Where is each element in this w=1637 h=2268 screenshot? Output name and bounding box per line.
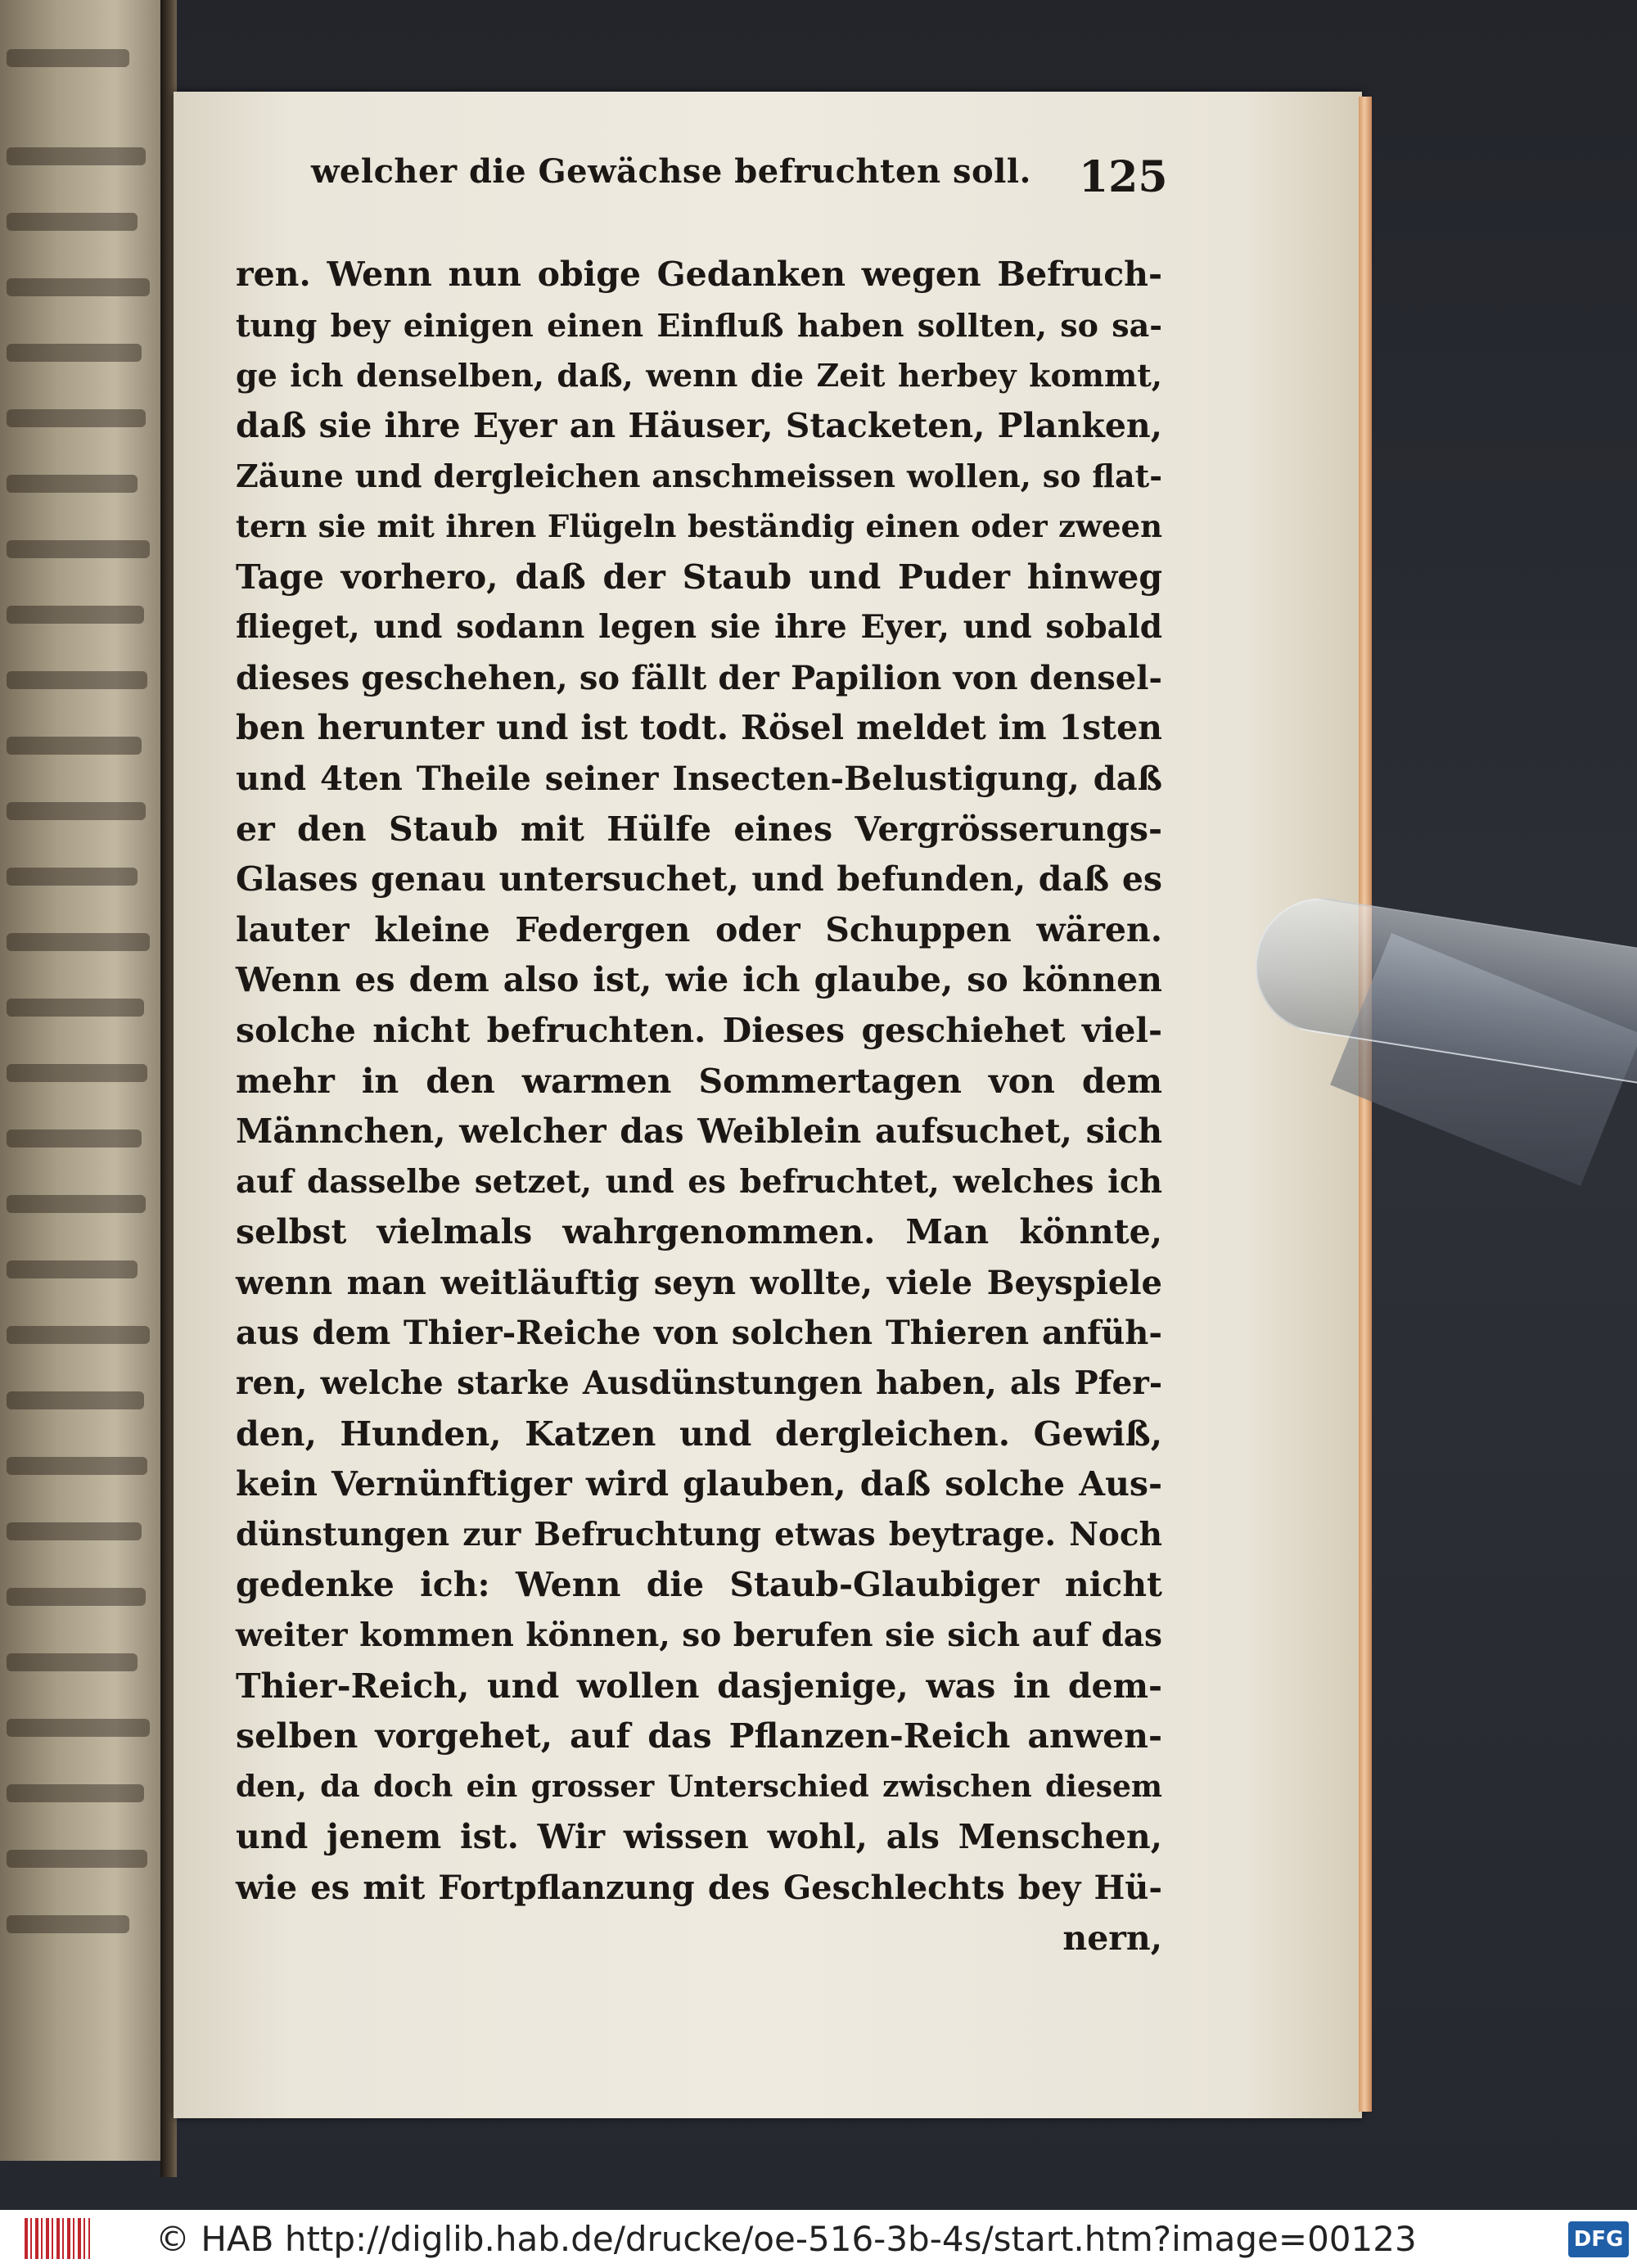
ghost-text: [7, 802, 146, 820]
text-line: tung bey einigen einen Einfluß haben sollten, so sa-: [236, 306, 1162, 344]
text-line: daß sie ihre Eyer an Häuser, Stacketen, Planken,: [236, 405, 1162, 445]
page-number: 125: [1079, 152, 1168, 202]
text-line: den, Hunden, Katzen und dergleichen. Gewiß,: [236, 1414, 1162, 1454]
ghost-text: [7, 1129, 142, 1148]
text-line: Männchen, welcher das Weiblein aufsuchet, sich: [236, 1111, 1162, 1152]
text-line: wie es mit Fortpflanzung des Geschlechts bey Hü-: [236, 1869, 1162, 1907]
text-line: gedenke ich: Wenn die Staub-Glaubiger nicht: [236, 1565, 1162, 1605]
text-line: aus dem Thier-Reiche von solchen Thieren anfüh-: [236, 1314, 1162, 1353]
copyright-link[interactable]: © HAB http://diglib.hab.de/drucke/oe-516-3b-4s/start.htm?image=00123: [156, 2219, 1417, 2259]
text-line: ren, welche starke Ausdünstungen haben, als Pfer-: [236, 1364, 1162, 1403]
page-edge: [1359, 97, 1372, 2112]
text-line: ge ich denselben, daß, wenn die Zeit herbey kommt,: [236, 357, 1162, 395]
ghost-text: [7, 213, 138, 231]
ghost-text: [7, 1195, 146, 1213]
text-line: mehr in den warmen Sommertagen von dem: [236, 1061, 1162, 1101]
text-line: Zäune und dergleichen anschmeissen wollen, so flat-: [236, 458, 1162, 495]
dfg-logo: DFG: [1568, 2221, 1629, 2257]
ghost-text: [7, 606, 144, 624]
ghost-text: [7, 475, 138, 493]
ghost-text: [7, 1457, 147, 1475]
text-line: ben herunter und ist todt. Rösel meldet im 1sten: [236, 708, 1162, 748]
ghost-text: [7, 933, 150, 951]
text-line: kein Vernünftiger wird glauben, daß solche Aus-: [236, 1464, 1162, 1504]
ghost-text: [7, 147, 146, 165]
ghost-text: [7, 999, 144, 1017]
text-line: den, da doch ein grosser Unterschied zwischen diesem: [236, 1769, 1162, 1804]
catchword: nern,: [1062, 1918, 1162, 1958]
footer-bar: [0, 2210, 1637, 2268]
text-line: ren. Wenn nun obige Gedanken wegen Befruch-: [236, 255, 1162, 294]
ghost-text: [7, 1915, 129, 1933]
ghost-text: [7, 1064, 147, 1082]
previous-page-edge: [0, 0, 167, 2161]
ghost-text: [7, 344, 142, 362]
ghost-text: [7, 1784, 144, 1802]
text-line: lauter kleine Federgen oder Schuppen wären.: [236, 909, 1162, 949]
text-line: Tage vorhero, daß der Staub und Puder hinweg: [236, 557, 1162, 597]
text-line: Glases genau untersuchet, und befunden, daß es: [236, 859, 1162, 900]
ghost-text: [7, 540, 150, 558]
barcode-icon: [25, 2218, 90, 2259]
text-line: und jenem ist. Wir wissen wohl, als Menschen,: [236, 1817, 1162, 1857]
text-line: Wenn es dem also ist, wie ich glaube, so können: [236, 960, 1162, 1000]
ghost-text: [7, 1588, 146, 1606]
text-line: er den Staub mit Hülfe eines Vergrösserungs-: [236, 809, 1162, 849]
text-line: tern sie mit ihren Flügeln beständig einen oder zween: [236, 507, 1162, 544]
text-line: selbst vielmals wahrgenommen. Man könnte,: [236, 1212, 1162, 1252]
ghost-text: [7, 278, 150, 296]
text-line: dünstungen zur Befruchtung etwas beytrage. Noch: [236, 1515, 1162, 1553]
ghost-text: [7, 1326, 150, 1344]
running-head: welcher die Gewächse befruchten soll.: [311, 152, 1031, 191]
ghost-text: [7, 409, 146, 427]
text-line: weiter kommen können, so berufen sie sich auf das: [236, 1616, 1162, 1655]
text-line: dieses geschehen, so fällt der Papilion von densel-: [236, 658, 1162, 697]
text-line: flieget, und sodann legen sie ihre Eyer, und sobald: [236, 608, 1162, 647]
text-line: selben vorgehet, auf das Pflanzen-Reich anwen-: [236, 1716, 1162, 1756]
text-line: Thier-Reich, und wollen dasjenige, was in dem-: [236, 1666, 1162, 1706]
text-line: wenn man weitläuftig seyn wollte, viele Beyspiele: [236, 1263, 1162, 1302]
text-line: und 4ten Theile seiner Insecten-Belustigung, daß: [236, 759, 1162, 798]
text-line: solche nicht befruchten. Dieses geschiehet viel-: [236, 1010, 1162, 1050]
ghost-text: [7, 868, 138, 886]
ghost-text: [7, 1653, 138, 1671]
body-text: [236, 250, 1162, 1964]
ghost-text: [7, 49, 129, 67]
ghost-text: [7, 1719, 150, 1737]
ghost-text: [7, 1391, 144, 1409]
ghost-text: [7, 1260, 138, 1278]
ghost-text: [7, 1522, 142, 1540]
ghost-text: [7, 737, 142, 755]
ghost-text: [7, 1850, 147, 1868]
text-line: auf dasselbe setzet, und es befruchtet, welches ich: [236, 1162, 1162, 1201]
ghost-text: [7, 671, 147, 689]
